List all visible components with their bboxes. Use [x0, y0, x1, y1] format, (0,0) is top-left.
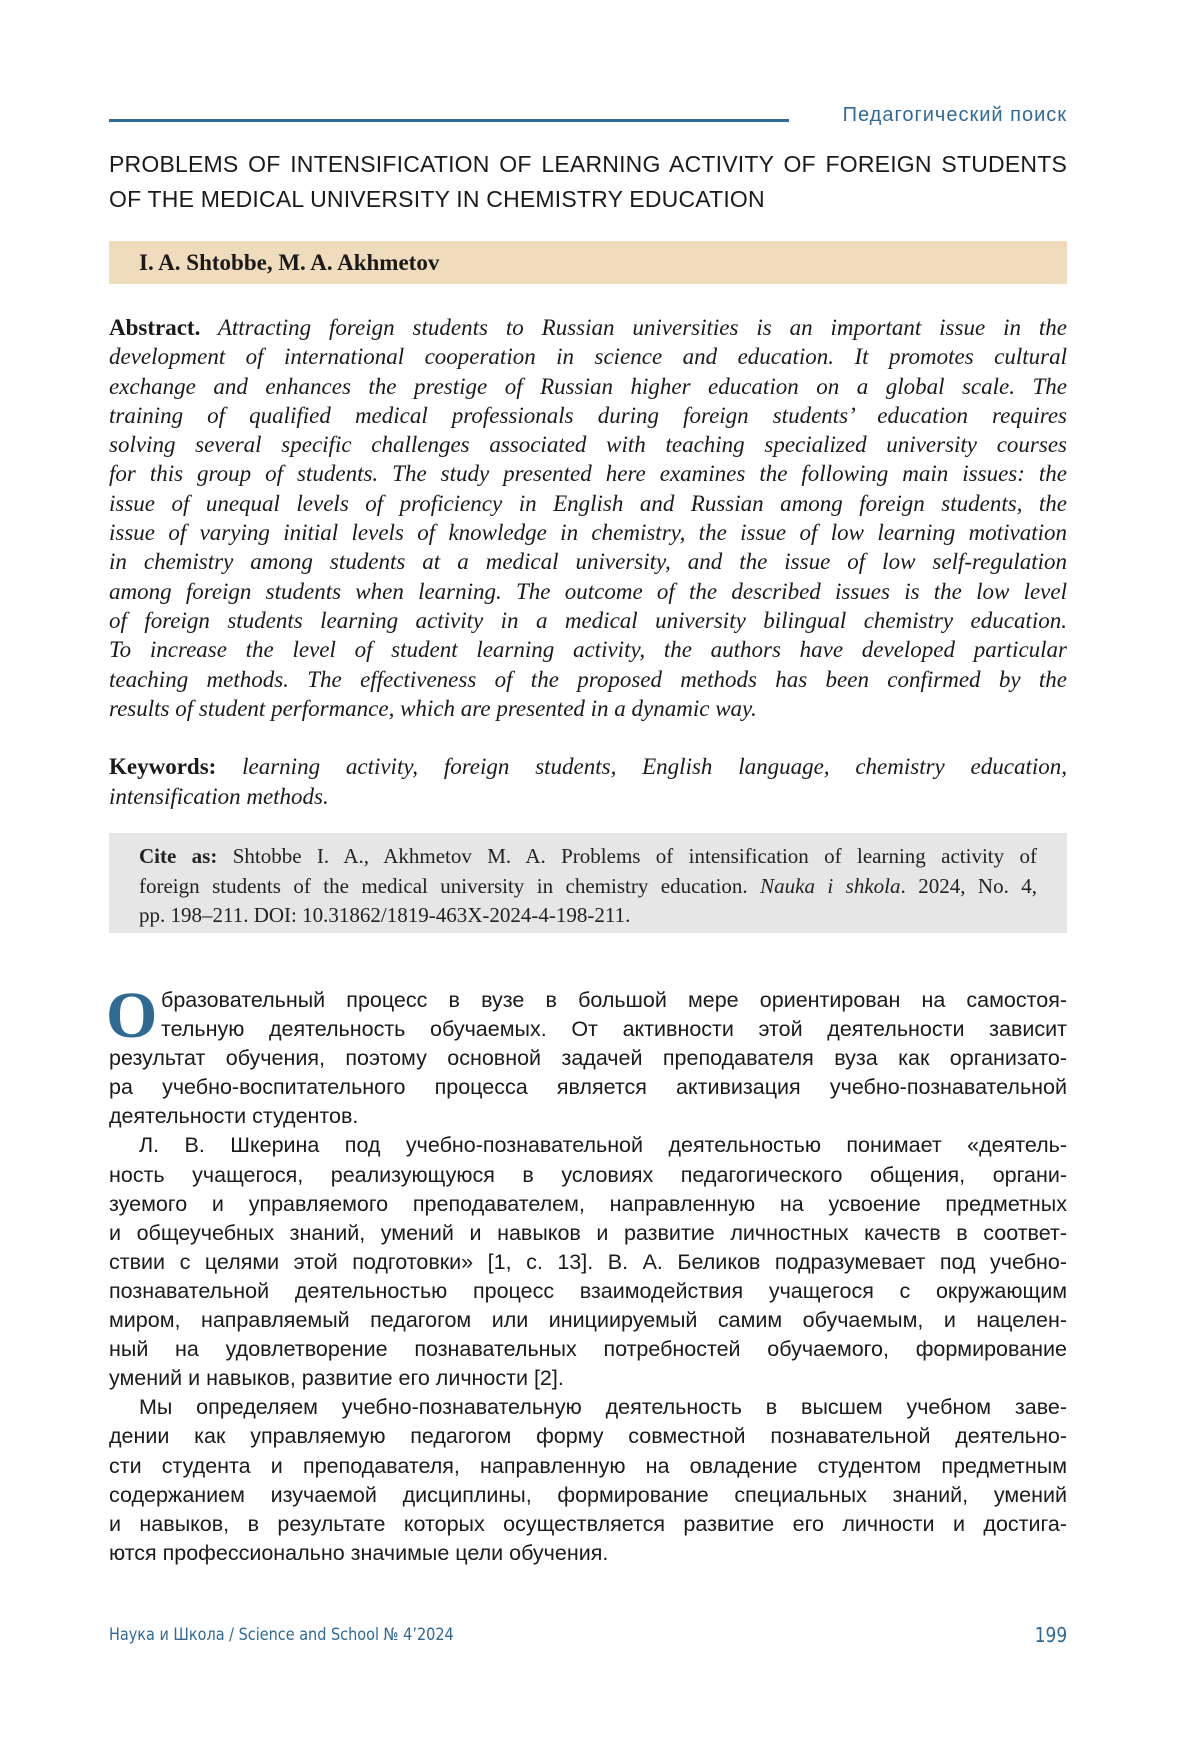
abstract-line: teaching methods. The effectiveness of the proposed methods has been confirmed by the [109, 665, 1067, 694]
section-title: Педагогический поиск [843, 104, 1067, 127]
body-line: Л. В. Шкерина под учебно-познавательной деятельностью понимает «деятель- [109, 1131, 1067, 1160]
keywords-line [109, 752, 1067, 782]
body-text [109, 986, 1067, 1568]
body-line: результат обучения, поэтому основной задачей преподавателя вуза как организато- [109, 1044, 1067, 1073]
body-line: ра учебно-воспитательного процесса является активизация учебно-познавательной [109, 1073, 1067, 1102]
article-title [109, 147, 1067, 217]
abstract-line: issue of varying initial levels of knowledge in chemistry, the issue of low learning motivation [109, 518, 1067, 547]
header-rule [109, 119, 789, 122]
body-line: зуемого и управляемого преподавателем, направленную на усвоение предметных [109, 1190, 1067, 1219]
cite-journal: Nauka i shkola [760, 874, 900, 898]
keywords-text: learning activity, foreign students, English language, chemistry education, [242, 754, 1067, 779]
body-line: Мы определяем учебно-познавательную деятельность в высшем учебном заве- [109, 1393, 1067, 1422]
cite-box [109, 833, 1067, 933]
abstract-line: among foreign students when learning. The outcome of the described issues is the low level [109, 577, 1067, 606]
abstract-line: training of qualified medical professionals during foreign students’ education requires [109, 401, 1067, 430]
abstract-line: solving several specific challenges associated with teaching specialized university courses [109, 430, 1067, 459]
body-line: тельную деятельность обучаемых. От активности этой деятельности зависит [109, 1015, 1067, 1044]
cite-label: Cite as: [139, 844, 217, 868]
abstract-line: in chemistry among students at a medical university, and the issue of low self-regulation [109, 547, 1067, 576]
cite-line [139, 872, 1037, 902]
drop-cap: О [106, 986, 157, 1046]
abstract-line: development of international cooperation in science and education. It promotes cultural [109, 342, 1067, 371]
cite-line [139, 842, 1037, 872]
body-line: дении как управляемую педагогом форму совместной познавательной деятельно- [109, 1422, 1067, 1451]
cite-text: foreign students of the medical university in chemistry education. [139, 874, 748, 898]
abstract-line: exchange and enhances the prestige of Russian higher education on a global scale. The [109, 372, 1067, 401]
body-line: ствии с целями этой подготовки» [1, с. 13]. В. А. Беликов подразумевает под учебно- [109, 1248, 1067, 1277]
keywords-line: intensification methods. [109, 782, 1067, 812]
abstract [109, 313, 1067, 723]
body-line: ются профессионально значимые цели обучения. [109, 1539, 1067, 1568]
abstract-line [109, 313, 1067, 342]
abstract-line: results of student performance, which are presented in a dynamic way. [109, 694, 1067, 723]
abstract-line: for this group of students. The study presented here examines the following main issues: the [109, 459, 1067, 488]
footer-journal: Наука и Школа / Science and School № 4’2024 [109, 1625, 454, 1645]
body-line: бразовательный процесс в вузе в большой мере ориентирован на самостоя- [109, 986, 1067, 1015]
cite-text: . 2024, No. 4, [901, 874, 1038, 898]
abstract-text: Attracting foreign students to Russian universities is an important issue in the [218, 315, 1067, 340]
body-line: умений и навыков, развитие его личности [2]. [109, 1364, 1067, 1393]
keywords-label: Keywords: [109, 754, 216, 779]
abstract-line: issue of unequal levels of proficiency in English and Russian among foreign students, the [109, 489, 1067, 518]
body-line: ность учащегося, реализующуюся в условиях педагогического общения, органи- [109, 1161, 1067, 1190]
cite-line: pp. 198–211. DOI: 10.31862/1819-463X-2024-4-198-211. [139, 901, 1037, 931]
body-line: познавательной деятельностью процесс взаимодействия учащегося с окружающим [109, 1277, 1067, 1306]
cite-text: Shtobbe I. A., Akhmetov M. A. Problems of intensification of learning activity of [233, 844, 1037, 868]
body-line: содержанием изучаемой дисциплины, формирование специальных знаний, умений [109, 1481, 1067, 1510]
title-line: OF THE MEDICAL UNIVERSITY IN CHEMISTRY EDUCATION [109, 182, 1067, 217]
authors-band: I. A. Shtobbe, M. A. Akhmetov [109, 241, 1067, 284]
abstract-line: of foreign students learning activity in a medical university bilingual chemistry education. [109, 606, 1067, 635]
page-number: 199 [1035, 1623, 1067, 1647]
body-line: и навыков, в результате которых осуществляется развитие его личности и достига- [109, 1510, 1067, 1539]
body-line: ный на удовлетворение познавательных потребностей обучаемого, формирование [109, 1335, 1067, 1364]
body-line: сти студента и преподавателя, направленную на овладение студентом предметным [109, 1452, 1067, 1481]
body-line: деятельности студентов. [109, 1102, 1067, 1131]
body-line: и общеучебных знаний, умений и навыков и развитие личностных качеств в соответ- [109, 1219, 1067, 1248]
title-line: PROBLEMS OF INTENSIFICATION OF LEARNING ACTIVITY OF FOREIGN STUDENTS [109, 147, 1067, 182]
abstract-line: To increase the level of student learning activity, the authors have developed particular [109, 635, 1067, 664]
keywords [109, 752, 1067, 811]
abstract-label: Abstract. [109, 315, 200, 340]
body-line: миром, направляемый педагогом или инициируемый самим обучаемым, и нацелен- [109, 1306, 1067, 1335]
